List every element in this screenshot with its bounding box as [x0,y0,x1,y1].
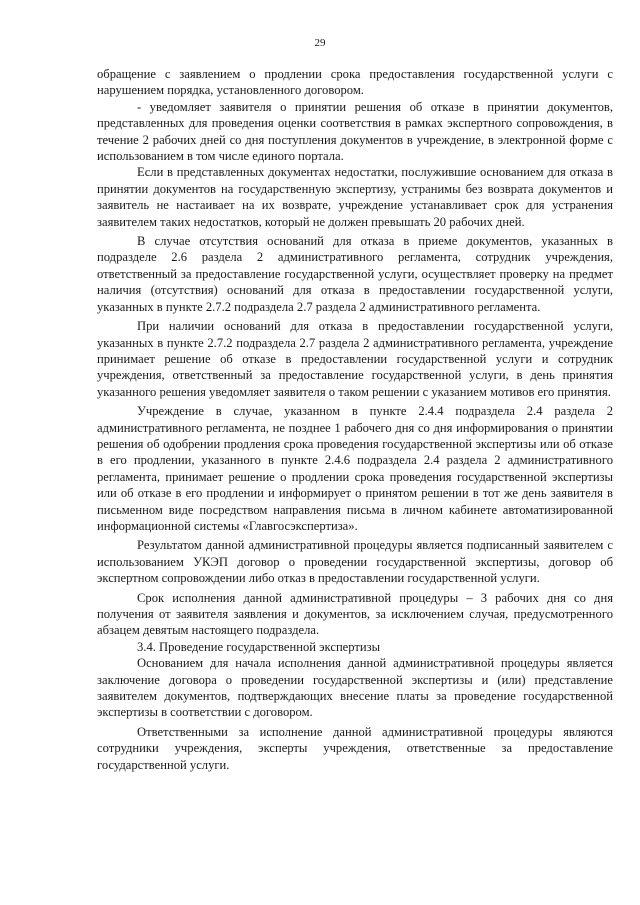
paragraph-extension: Учреждение в случае, указанном в пункте 2.4.4 подраздела 2.4 раздела 2 административного регламента, не позднее 1 рабочего дня со дня информирования о принятии решения об одобрении продления срока проведения государственной экспертизы или об отказе в его продлении, указанного в пункте 2.4.6 подраздела 2.4 раздела 2 административного регламента, принимает решение о продлении срока проведения государственной экспертизы или об отказе в его продлении и информирует о принятом решении в тот же день заявителя в письменном виде посредством направления письма в личном кабинете автоматизированной информационной системы «Главгосэкспертиза». [97,404,613,533]
paragraph-continuation: обращение с заявлением о продлении срока предоставления государственной услуги с нарушением порядка, установленного договором. [97,67,613,98]
paragraph-basis: Основанием для начала исполнения данной административной процедуры является заключение договора о проведении государственной экспертизы и (или) представление заявителем документов, подтверждающих внесение платы за проведение государственной экспертизы в соответствии с договором. [97,656,613,720]
paragraph-result: Результатом данной административной процедуры является подписанный заявителем с использованием УКЭП договор о проведении государственной экспертизы, договор об экспертном сопровождении либо отказ в предоставлении государственной услуги. [97,538,613,586]
page-number: 29 [314,37,326,49]
paragraph-grounds-refusal: При наличии оснований для отказа в предоставлении государственной услуги, указанных в пункте 2.7.2 подраздела 2.7 раздела 2 административного регламента, учреждение принимает решение об отказе в предоставлении государственной услуги и сотрудник учреждения, ответственный за предоставление государственной услуги, в день принятия указанного решения уведомляет заявителя о таком решении с указанием мотивов его принятия. [97,319,613,399]
paragraph-no-grounds: В случае отсутствия оснований для отказа в приеме документов, указанных в подразделе 2.6 раздела 2 административного регламента, сотрудник учреждения, ответственный за предоставление государственной услуги, осуществляет проверку на предмет наличия (отсутствия) оснований для отказа в предоставлении государственной услуги, указанных в пункте 2.7.2 подраздела 2.7 раздела 2 административного регламента. [97,234,613,314]
paragraph-deadline: Срок исполнения данной административной процедуры – 3 рабочих дня со дня получения от заявителя заявления и документов, за исключением случая, предусмотренного абзацем девятым настоящего подраздела. [97,590,613,638]
document-body [97,66,613,773]
paragraph-deficiencies: Если в представленных документах недостатки, послужившие основанием для отказа в принятии документов на государственную экспертизу, устранимы без возврата документов и заявитель не настаивает на их возврате, учреждение устанавливает срок для устранения заявителем таких недостатков, который не должен превышать 20 рабочих дней. [97,165,613,229]
section-heading: 3.4. Проведение государственной экспертизы [137,639,381,654]
paragraph-responsible: Ответственными за исполнение данной административной процедуры являются сотрудники учреждения, эксперты учреждения, ответственные за предоставление государственной услуги. [97,724,613,772]
paragraph-notify-refusal: - уведомляет заявителя о принятии решения об отказе в принятии документов, представленных для проведения оценки соответствия в рамках экспертного сопровождения, в течение 2 рабочих дней со дня поступления документов в учреждение, в электронной форме с использованием в том числе единого портала. [97,99,613,164]
